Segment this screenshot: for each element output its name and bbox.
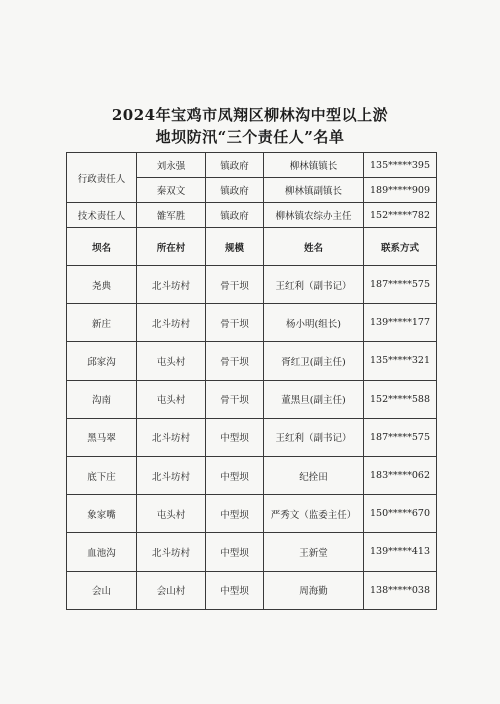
cell-dam-name: 尧典: [67, 266, 137, 304]
cell-person-name: 王红利（副书记）: [264, 418, 364, 456]
cell-dam-name: 黑马翠: [67, 418, 137, 456]
table-row: [67, 203, 437, 228]
tech-name: 雒军胜: [137, 203, 206, 228]
cell-contact: 187*****575: [364, 418, 437, 456]
cell-person-name: 严秀文（监委主任）: [264, 495, 364, 533]
cell-person-name: 董黑旦(副主任): [264, 380, 364, 418]
cell-scale: 中型坝: [206, 418, 264, 456]
cell-dam-name: 邱家沟: [67, 342, 137, 380]
cell-contact: 150*****670: [364, 495, 437, 533]
cell-village: 北斗坊村: [137, 456, 206, 494]
table-row: [67, 304, 437, 342]
cell-dam-name: 沟南: [67, 380, 137, 418]
cell-village: 屯头村: [137, 342, 206, 380]
cell-dam-name: 新庄: [67, 304, 137, 342]
cell-village: 会山村: [137, 571, 206, 609]
admin-name: 刘永强: [137, 153, 206, 178]
header-scale: 规模: [206, 228, 264, 266]
table-row: [67, 266, 437, 304]
cell-contact: 183*****062: [364, 456, 437, 494]
header-person-name: 姓名: [264, 228, 364, 266]
table-row: [67, 571, 437, 609]
table-row: [67, 342, 437, 380]
cell-person-name: 王红利（副书记）: [264, 266, 364, 304]
admin-responsible-label: 行政责任人: [67, 153, 137, 203]
tech-unit: 镇政府: [206, 203, 264, 228]
cell-person-name: 周海勤: [264, 571, 364, 609]
admin-name: 秦双文: [137, 178, 206, 203]
cell-person-name: 杨小明(组长): [264, 304, 364, 342]
cell-dam-name: 底下庄: [67, 456, 137, 494]
cell-dam-name: 象家嘴: [67, 495, 137, 533]
cell-contact: 135*****321: [364, 342, 437, 380]
admin-post: 柳林镇镇长: [264, 153, 364, 178]
cell-contact: 139*****413: [364, 533, 437, 571]
title-line-1: 2024年宝鸡市凤翔区柳林沟中型以上淤: [111, 106, 389, 124]
cell-village: 北斗坊村: [137, 266, 206, 304]
header-dam-name: 坝名: [67, 228, 137, 266]
header-contact: 联系方式: [364, 228, 437, 266]
cell-person-name: 王新堂: [264, 533, 364, 571]
header-village: 所在村: [137, 228, 206, 266]
table-row: [67, 495, 437, 533]
admin-post: 柳林镇副镇长: [264, 178, 364, 203]
responsible-persons-table: [66, 152, 437, 610]
table-header-row: [67, 228, 437, 266]
cell-contact: 187*****575: [364, 266, 437, 304]
cell-scale: 骨干坝: [206, 304, 264, 342]
cell-village: 北斗坊村: [137, 418, 206, 456]
admin-unit: 镇政府: [206, 153, 264, 178]
cell-village: 北斗坊村: [137, 533, 206, 571]
cell-scale: 中型坝: [206, 571, 264, 609]
cell-scale: 中型坝: [206, 495, 264, 533]
cell-dam-name: 血池沟: [67, 533, 137, 571]
cell-contact: 139*****177: [364, 304, 437, 342]
cell-scale: 中型坝: [206, 533, 264, 571]
cell-village: 屯头村: [137, 495, 206, 533]
table-row: [67, 456, 437, 494]
admin-phone: 189*****909: [364, 178, 437, 203]
cell-village: 北斗坊村: [137, 304, 206, 342]
admin-phone: 135*****395: [364, 153, 437, 178]
tech-responsible-label: 技术责任人: [67, 203, 137, 228]
title-line-2: 地坝防汛“三个责任人”名单: [155, 128, 345, 146]
cell-dam-name: 会山: [67, 571, 137, 609]
cell-contact: 152*****588: [364, 380, 437, 418]
cell-scale: 骨干坝: [206, 380, 264, 418]
cell-scale: 骨干坝: [206, 266, 264, 304]
document-title: [0, 104, 500, 148]
admin-unit: 镇政府: [206, 178, 264, 203]
table-row: [67, 533, 437, 571]
table-row: [67, 153, 437, 178]
cell-person-name: 胥红卫(副主任): [264, 342, 364, 380]
cell-village: 屯头村: [137, 380, 206, 418]
cell-scale: 中型坝: [206, 456, 264, 494]
cell-scale: 骨干坝: [206, 342, 264, 380]
cell-person-name: 纪拴田: [264, 456, 364, 494]
table-row: [67, 418, 437, 456]
tech-phone: 152*****782: [364, 203, 437, 228]
tech-post: 柳林镇农综办主任: [264, 203, 364, 228]
cell-contact: 138*****038: [364, 571, 437, 609]
table-row: [67, 380, 437, 418]
